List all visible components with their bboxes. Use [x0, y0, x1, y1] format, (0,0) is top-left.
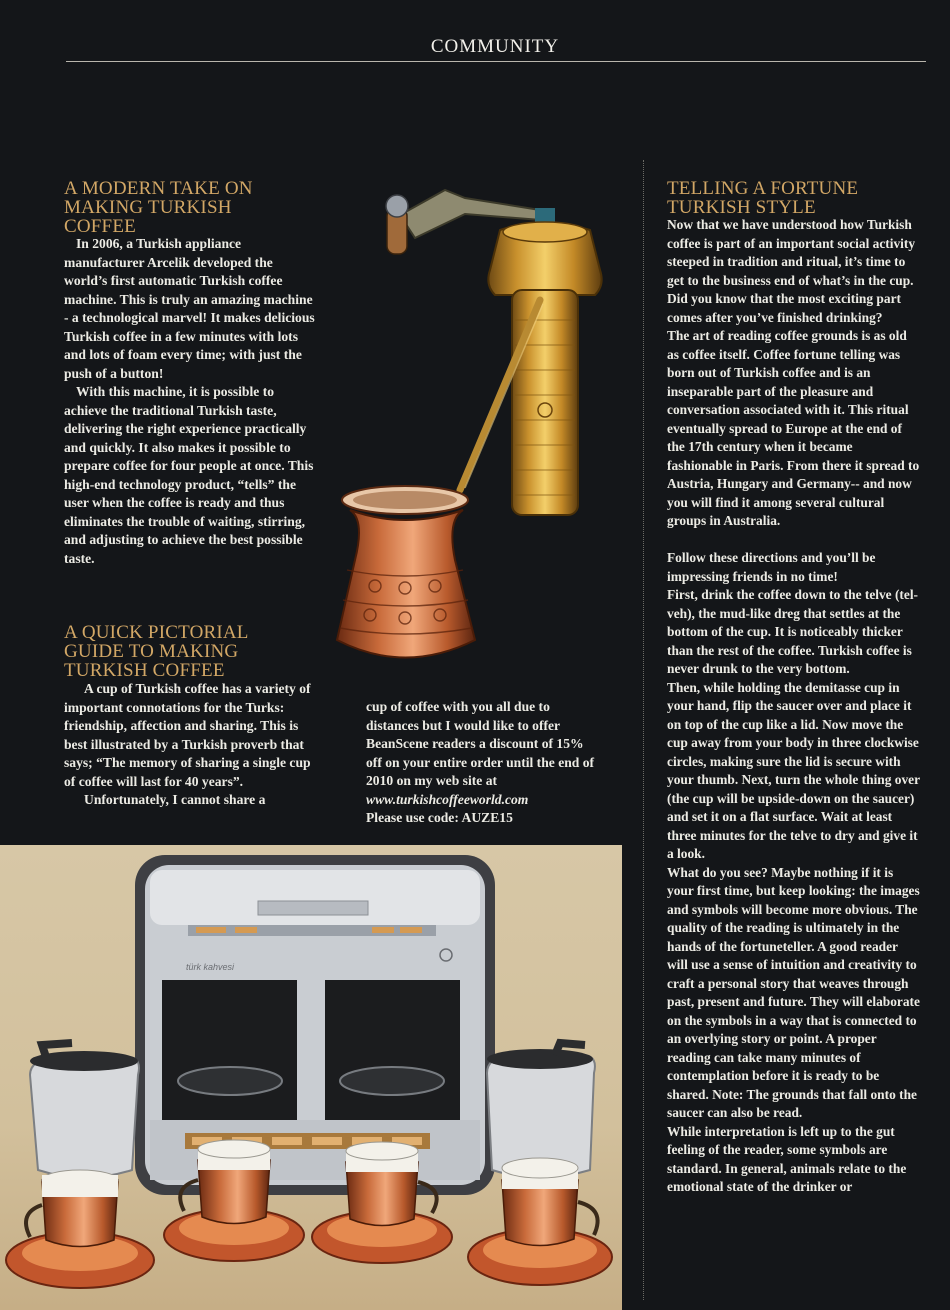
discount-code: Please use code: AUZE15	[366, 810, 513, 825]
paragraph: While interpretation is left up to the gut feeling of the reader, some symbols are standard. In general, animals relate to the emotional state of the drinker or	[667, 1123, 907, 1194]
paragraph: A cup of Turkish coffee has a variety of important connotations for the Turks: friendship, affection and sharing. This is best illustrated by a Turkish proverb that says; “The memory of sharing a single cup of coffee will last for 40 years”.	[64, 681, 311, 789]
paragraph: Then, while holding the demitasse cup in your hand, flip the saucer over and place it on top of the cup like a lid. Now move the cup away from your body in three clockwise circles, making sure the lid is secure with your thumb. Next, turn the whole thing over (the cup will be upside-down on the saucer) and set it on a flat surface. Wait at least three minutes for the telve to dry and give it a look.	[667, 679, 920, 861]
paragraph: The art of reading coffee grounds is as old as coffee itself. Coffee fortune telling was born out of Turkish coffee and is an inseparable part of the pleasure and conversation associated with it. This ritual eventually spread to Europe at the end of the 17th century when it became fashionable in Paris. From there it spread to Austria, Hungary and Germany-- and now you will find it among several cultural groups in Australia.	[667, 328, 920, 528]
coffee-pot-left	[30, 1043, 139, 1178]
coffee-machine-photo	[0, 845, 622, 1310]
website-link[interactable]: www.turkishcoffeeworld.com	[366, 791, 529, 807]
coffee-pot-right	[487, 1043, 595, 1178]
heading-fortune: TELLING A FORTUNE TURKISH STYLE	[667, 178, 859, 218]
paragraph: With this machine, it is possible to achieve the traditional Turkish taste, delivering the right experience practically and quickly. It also makes it possible to prepare coffee for four people at once. This high-end technology product, “tells” the user when the coffee is ready and thus eliminates the trouble of waiting, stirring, and adjusting to achieve the best possible taste.	[64, 384, 314, 566]
col1-body-top	[64, 235, 316, 568]
heading-pictorial-guide: A QUICK PICTORIAL GUIDE TO MAKING TURKISH COFFEE	[64, 622, 249, 681]
paragraph: Now that we have understood how Turkish coffee is part of an important social activity steeped in tradition and ritual, it’s time to get to the business end of what’s in the cup. Did you know that the most exciting part comes after you’ve finished drinking?	[667, 217, 916, 325]
paragraph: Follow these directions and you’ll be impressing friends in no time!	[667, 550, 876, 584]
col3-body	[667, 216, 921, 1197]
paragraph: What do you see? Maybe nothing if it is your first time, but keep looking: the images and symbols will become more obvious. The quality of the reading is ultimately in the hands of the fortuneteller. A good reader will use a sense of intuition and creativity to craft a personal story that weaves through past, present and future. They will elaborate on the symbols in a way that is connected to an overlying story or point. A proper reading can take many minutes of contemplation before it is ready to be shared. Note: The grounds that fall onto the saucer can also be read.	[667, 864, 920, 1120]
col2-body	[366, 698, 598, 828]
copper-cezve	[337, 486, 475, 658]
paragraph: Unfortunately, I cannot share a	[84, 792, 266, 807]
paragraph: First, drink the coffee down to the telve (tel-veh), the mud-like dreg that settles at the bottom of the cup. It is noticeably thicker than the rest of the coffee. Turkish coffee is never drunk to the very bottom.	[667, 587, 919, 676]
top-rule	[66, 61, 926, 62]
grinder-body	[488, 222, 601, 515]
coffee-machine	[135, 855, 495, 1195]
section-label: COMMUNITY	[430, 36, 560, 57]
cup	[6, 1170, 154, 1288]
column-divider	[643, 160, 644, 1300]
paragraph: cup of coffee with you all due to distances but I would like to offer BeanScene readers a discount of 15% off on your entire order until the end of 2010 on my web site at	[366, 699, 595, 788]
paragraph: In 2006, a Turkish appliance manufacturer Arcelik developed the world’s first automatic Turkish coffee machine. This is truly an amazing machine - a technological marvel! It makes delicious Turkish coffee in a few minutes with lots and lots of foam every time; with just the push of a button!	[64, 236, 315, 381]
machine-brand-label: türk kahvesi	[186, 962, 235, 972]
col1-body-bottom	[64, 680, 316, 810]
grinder-and-cezve-illustration	[325, 170, 635, 680]
heading-modern-take: A MODERN TAKE ON MAKING TURKISH COFFEE	[64, 178, 253, 237]
